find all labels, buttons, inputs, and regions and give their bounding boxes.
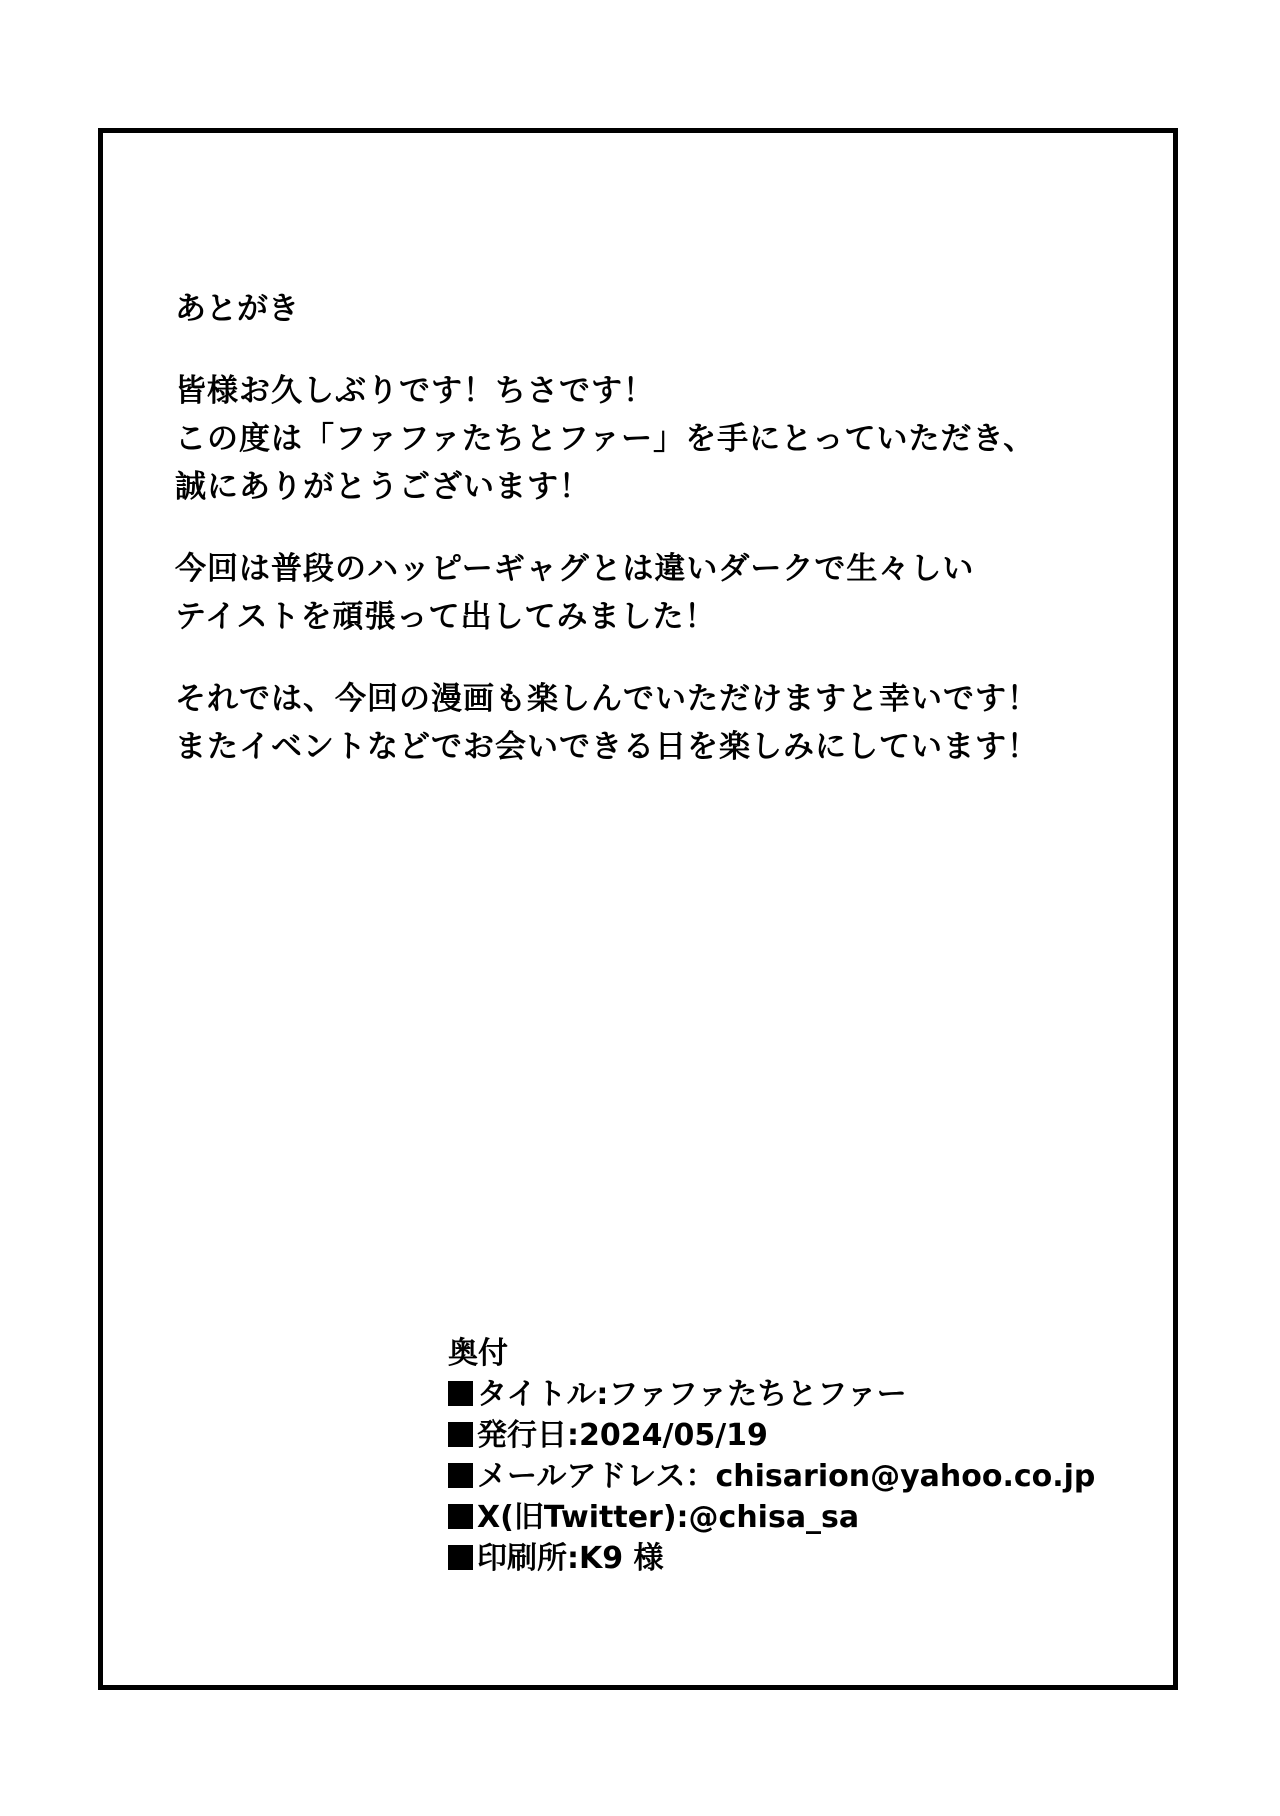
square-bullet-icon <box>448 1422 473 1447</box>
colophon-x-account: X(旧Twitter):@chisa_sa <box>477 1500 860 1535</box>
afterword-line: 誠にありがとうございます！ <box>175 469 591 505</box>
square-bullet-icon <box>448 1463 473 1488</box>
afterword-line: 今回は普段のハッピーギャグとは違いダークで生々しい <box>175 551 975 587</box>
colophon-email: メールアドレス：chisarion@yahoo.co.jp <box>477 1459 1096 1494</box>
page-frame <box>98 128 1178 1690</box>
afterword-paragraph-greeting <box>175 367 1155 511</box>
square-bullet-icon <box>448 1381 473 1406</box>
colophon-row-date <box>448 1415 1148 1456</box>
colophon-section <box>448 1333 1148 1579</box>
square-bullet-icon <box>448 1545 473 1570</box>
afterword-paragraph-theme <box>175 545 1155 641</box>
afterword-line: それでは、今回の漫画も楽しんでいただけますと幸いです！ <box>175 681 1039 717</box>
colophon-date: 発行日:2024/05/19 <box>477 1418 768 1453</box>
afterword-section <box>175 285 1155 805</box>
colophon-row-title <box>448 1374 1148 1415</box>
colophon-row-email <box>448 1456 1148 1497</box>
afterword-paragraph-closing <box>175 675 1155 771</box>
afterword-line: テイストを頑張って出してみました！ <box>175 599 717 635</box>
colophon-row-x <box>448 1497 1148 1538</box>
colophon-title: タイトル:ファファたちとファー <box>477 1377 907 1412</box>
square-bullet-icon <box>448 1504 473 1529</box>
afterword-line: 皆様お久しぶりです！ちさです！ <box>175 373 655 409</box>
afterword-heading: あとがき <box>175 291 299 327</box>
colophon-row-printer <box>448 1538 1148 1579</box>
colophon-heading: 奥付 <box>448 1336 508 1371</box>
afterword-line: この度は「ファファたちとファー」を手にとっていただき、 <box>175 421 1036 457</box>
colophon-printer: 印刷所:K9 様 <box>477 1541 664 1576</box>
afterword-line: またイベントなどでお会いできる日を楽しみにしています！ <box>175 729 1039 765</box>
